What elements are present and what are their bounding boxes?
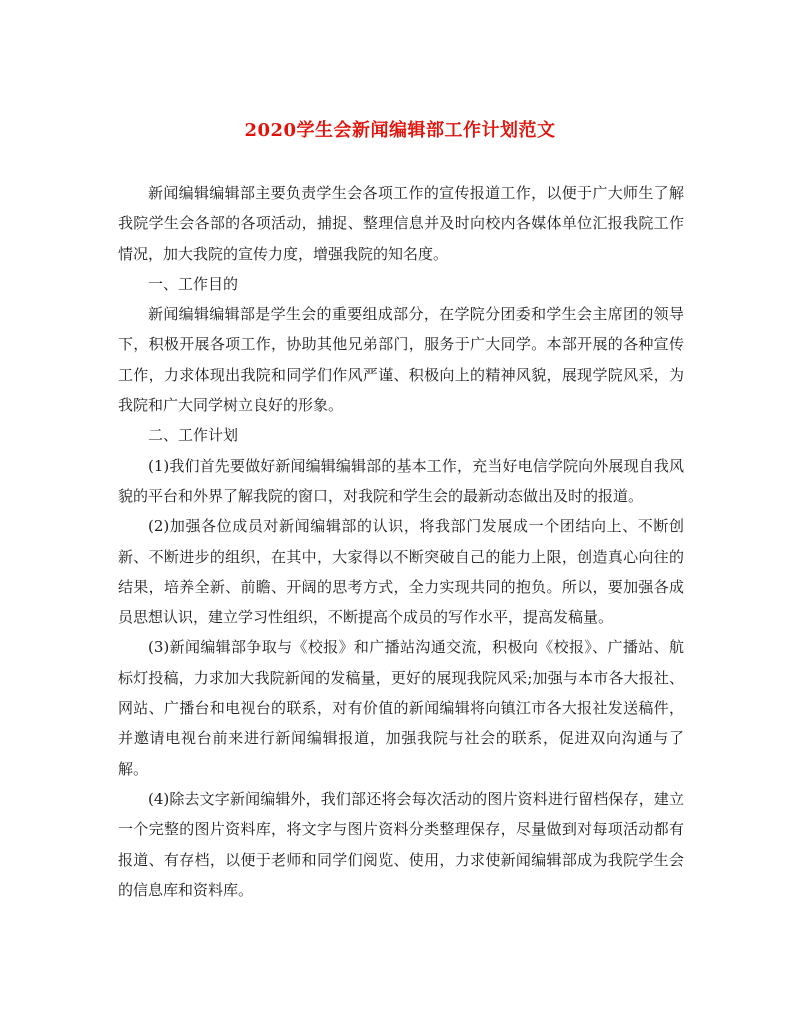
plan-item-2: (2)加强各位成员对新闻编辑部的认识，将我部门发展成一个团结向上、不断创新、不断进步的组织，在其中，大家得以不断突破自己的能力上限，创造真心向往的结果，培养全新、前瞻、开阔的思考方式，全力实现共同的抱负。所以，要加强各成员思想认识，建立学习性组织，不断提高个成员的写作水平，提高发稿量。 (118, 517, 684, 627)
section-heading-plan: 二、工作计划 (148, 426, 239, 445)
plan-item-1: (1)我们首先要做好新闻编辑编辑部的基本工作，充当好电信学院向外展现自我风貌的平台和外界了解我院的窗口，对我院和学生会的最新动态做出及时的报道。 (118, 456, 684, 505)
plan-item-4: (4)除去文字新闻编辑外，我们部还将会每次活动的图片资料进行留档保存，建立一个完整的图片资料库，将文字与图片资料分类整理保存，尽量做到对每项活动都有报道、有存档，以便于老师和同学们阅览、使用，力求使新闻编辑部成为我院学生会的信息库和资料库。 (118, 789, 684, 899)
document-title: 2020学生会新闻编辑部工作计划范文 (244, 120, 556, 141)
document-body (118, 178, 684, 905)
plan-item-3: (3)新闻编辑部争取与《校报》和广播站沟通交流，积极向《校报》、广播站、航标灯投稿，力求加大我院新闻的发稿量，更好的展现我院风采;加强与本市各大报社、网站、广播台和电视台的联系，对有价值的新闻编辑将向镇江市各大报社发送稿件，并邀请电视台前来进行新闻编辑报道，加强我院与社会的联系，促进双向沟通与了解。 (118, 638, 684, 778)
purpose-paragraph: 新闻编辑编辑部是学生会的重要组成部分，在学院分团委和学生会主席团的领导下，积极开展各项工作，协助其他兄弟部门，服务于广大同学。本部开展的各种宣传工作，力求体现出我院和同学们作风严谨、积极向上的精神风貌，展现学院风采，为我院和广大同学树立良好的形象。 (118, 305, 684, 415)
intro-paragraph: 新闻编辑编辑部主要负责学生会各项工作的宣传报道工作，以便于广大师生了解我院学生会各部的各项活动，捕捉、整理信息并及时向校内各媒体单位汇报我院工作情况，加大我院的宣传力度，增强我院的知名度。 (118, 184, 684, 263)
section-heading-purpose: 一、工作目的 (148, 274, 239, 293)
